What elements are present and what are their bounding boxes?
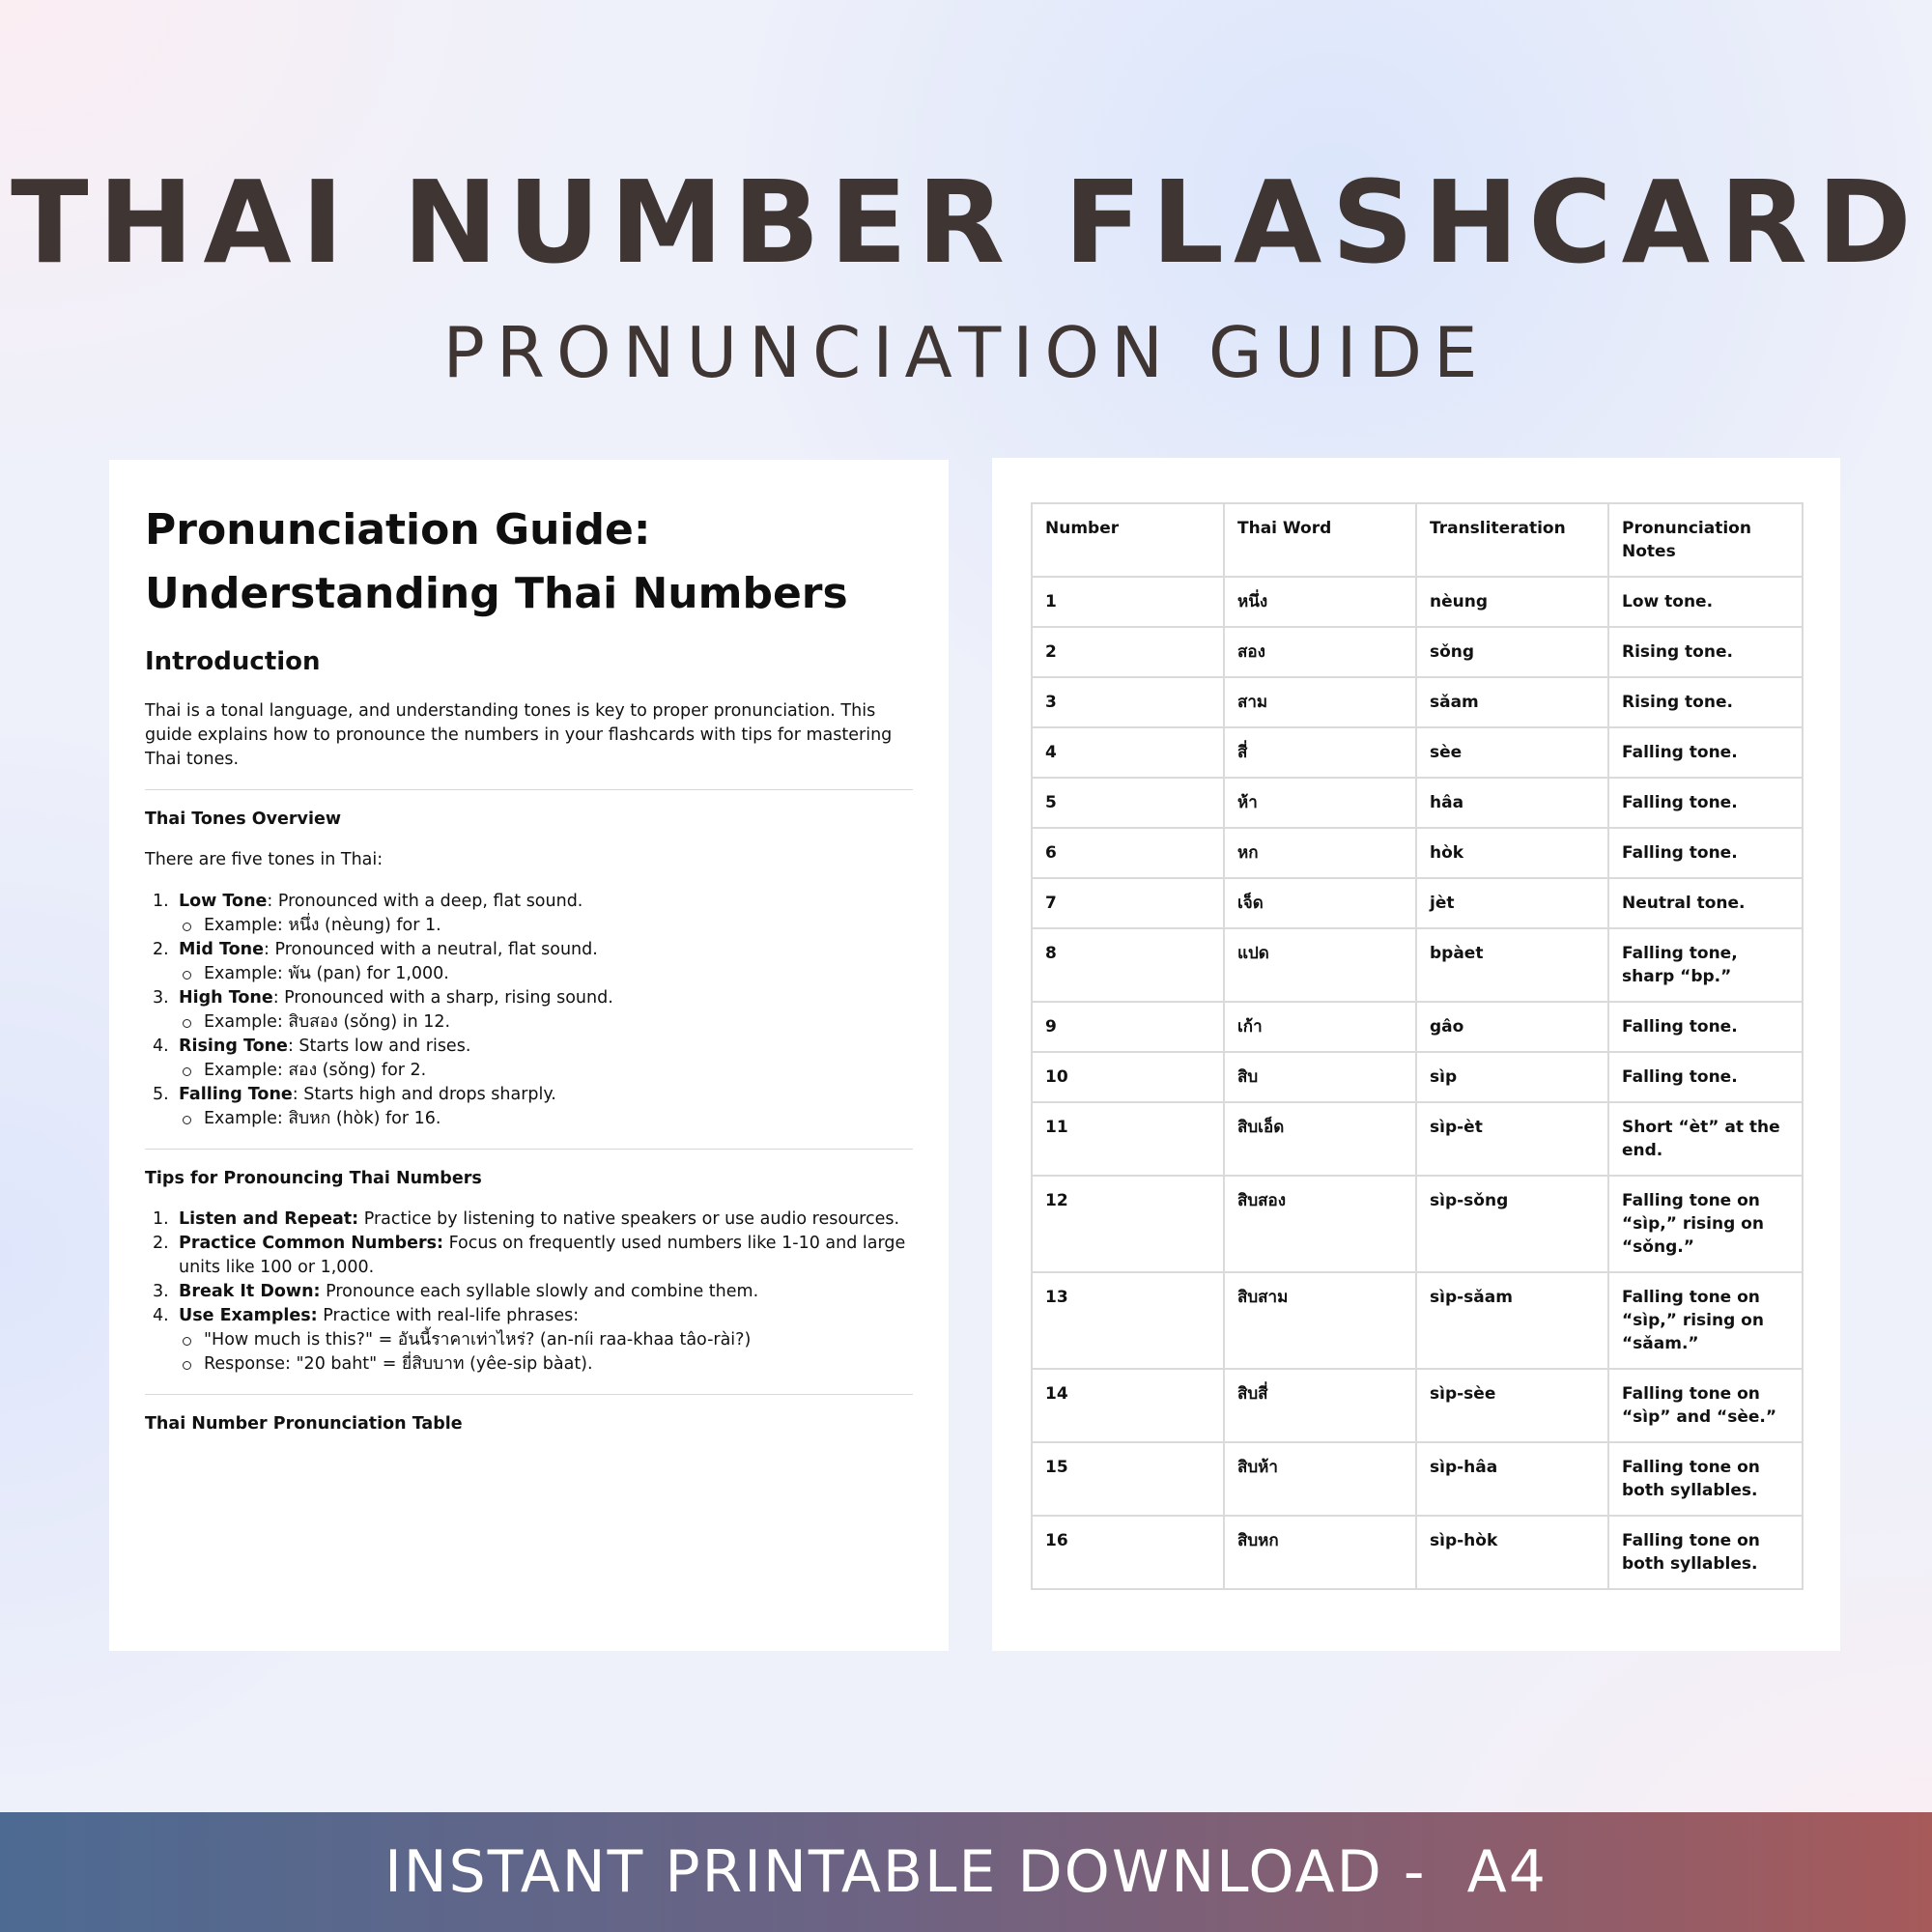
tone-description: : Starts low and rises. [287, 1037, 471, 1056]
cell-transliteration: sǒng [1416, 627, 1608, 677]
tones-intro-text: There are five tones in Thai: [145, 850, 384, 869]
tips-heading: Tips for Pronouncing Thai Numbers [145, 1169, 482, 1188]
cell-transliteration: bpàet [1416, 928, 1608, 1002]
table-row [1032, 878, 1803, 928]
tip-list-item [145, 1208, 913, 1232]
cell-number: 8 [1032, 928, 1224, 1002]
tone-description: : Pronounced with a deep, flat sound. [267, 892, 583, 911]
cell-thai-word: สิบ [1224, 1052, 1416, 1102]
cell-number: 1 [1032, 577, 1224, 627]
left-document-page [109, 460, 949, 1651]
list-number: 1. [153, 892, 169, 911]
table-row [1032, 828, 1803, 878]
cell-transliteration: hâa [1416, 778, 1608, 828]
column-header-number: Number [1032, 503, 1224, 577]
cell-transliteration: hòk [1416, 828, 1608, 878]
document-title [145, 498, 913, 626]
cell-transliteration: nèung [1416, 577, 1608, 627]
tone-example-list [179, 1010, 913, 1035]
cell-pronunciation-notes: Falling tone on “sìp” and “sèe.” [1608, 1369, 1803, 1442]
cell-number: 15 [1032, 1442, 1224, 1516]
cell-number: 16 [1032, 1516, 1224, 1589]
list-number: 2. [153, 1234, 169, 1253]
cell-transliteration: sìp-sǒng [1416, 1176, 1608, 1272]
table-row [1032, 1002, 1803, 1052]
cell-thai-word: สิบเอ็ด [1224, 1102, 1416, 1176]
tone-example-list [179, 1107, 913, 1131]
cell-transliteration: gâo [1416, 1002, 1608, 1052]
tone-list-item [145, 986, 913, 1035]
cell-pronunciation-notes: Neutral tone. [1608, 878, 1803, 928]
cell-transliteration: sìp-hòk [1416, 1516, 1608, 1589]
tone-name: High Tone [179, 988, 273, 1008]
cell-number: 10 [1032, 1052, 1224, 1102]
tip-name: Use Examples: [179, 1306, 318, 1325]
cell-number: 13 [1032, 1272, 1224, 1369]
cell-number: 6 [1032, 828, 1224, 878]
cell-thai-word: สาม [1224, 677, 1416, 727]
cell-transliteration: sìp-sǎam [1416, 1272, 1608, 1369]
cell-pronunciation-notes: Falling tone on “sìp,” rising on “sǒng.” [1608, 1176, 1803, 1272]
cell-number: 12 [1032, 1176, 1224, 1272]
cell-pronunciation-notes: Low tone. [1608, 577, 1803, 627]
list-number: 4. [153, 1306, 169, 1325]
cell-number: 5 [1032, 778, 1224, 828]
divider [145, 789, 913, 790]
tip-example-list [179, 1328, 913, 1377]
cell-thai-word: สิบสอง [1224, 1176, 1416, 1272]
cell-transliteration: sìp-sèe [1416, 1369, 1608, 1442]
tip-list-item [145, 1304, 913, 1377]
tone-name: Falling Tone [179, 1085, 293, 1104]
cell-number: 14 [1032, 1369, 1224, 1442]
table-row [1032, 1369, 1803, 1442]
cell-pronunciation-notes: Falling tone. [1608, 828, 1803, 878]
tone-example: Example: สิบหก (hòk) for 16. [179, 1107, 913, 1131]
tone-example-list [179, 962, 913, 986]
table-row [1032, 627, 1803, 677]
cell-pronunciation-notes: Falling tone. [1608, 778, 1803, 828]
list-number: 3. [153, 1282, 169, 1301]
tip-description: Practice by listening to native speakers or use audio resources. [358, 1209, 900, 1229]
cell-pronunciation-notes: Falling tone on both syllables. [1608, 1442, 1803, 1516]
list-number: 4. [153, 1037, 169, 1056]
cell-number: 3 [1032, 677, 1224, 727]
divider [145, 1394, 913, 1395]
document-title-line-2: Understanding Thai Numbers [145, 569, 848, 618]
cell-number: 9 [1032, 1002, 1224, 1052]
right-document-page [992, 458, 1840, 1651]
cell-transliteration: sèe [1416, 727, 1608, 778]
download-banner [0, 1812, 1932, 1932]
tone-list-item [145, 1083, 913, 1131]
cell-thai-word: สิบสาม [1224, 1272, 1416, 1369]
list-number: 5. [153, 1085, 169, 1104]
tip-name: Listen and Repeat: [179, 1209, 359, 1229]
table-row [1032, 727, 1803, 778]
tip-list-item [145, 1232, 913, 1280]
cell-thai-word: ห้า [1224, 778, 1416, 828]
table-row [1032, 1052, 1803, 1102]
tone-example: Example: พัน (pan) for 1,000. [179, 962, 913, 986]
list-number: 2. [153, 940, 169, 959]
cell-pronunciation-notes: Falling tone. [1608, 1052, 1803, 1102]
tone-list-item [145, 1035, 913, 1083]
tip-list-item [145, 1280, 913, 1304]
cell-thai-word: เจ็ด [1224, 878, 1416, 928]
tip-name: Practice Common Numbers: [179, 1234, 444, 1253]
table-row [1032, 1442, 1803, 1516]
cell-thai-word: หนึ่ง [1224, 577, 1416, 627]
cell-number: 4 [1032, 727, 1224, 778]
tone-name: Mid Tone [179, 940, 264, 959]
cell-transliteration: sìp-hâa [1416, 1442, 1608, 1516]
download-banner-text: INSTANT PRINTABLE DOWNLOAD - A4 [384, 1838, 1548, 1906]
cell-transliteration: sìp-èt [1416, 1102, 1608, 1176]
tip-description: Practice with real-life phrases: [317, 1306, 580, 1325]
tone-example: Example: สิบสอง (sǒng) in 12. [179, 1010, 913, 1035]
cell-pronunciation-notes: Rising tone. [1608, 627, 1803, 677]
introduction-heading: Introduction [145, 647, 321, 676]
document-title-line-1: Pronunciation Guide: [145, 505, 651, 554]
list-number: 1. [153, 1209, 169, 1229]
tip-description: Pronounce each syllable slowly and combine them. [320, 1282, 759, 1301]
main-title: THAI NUMBER FLASHCARD [11, 156, 1921, 289]
table-row [1032, 677, 1803, 727]
cell-pronunciation-notes: Falling tone, sharp “bp.” [1608, 928, 1803, 1002]
cell-number: 11 [1032, 1102, 1224, 1176]
cell-transliteration: jèt [1416, 878, 1608, 928]
table-row [1032, 928, 1803, 1002]
cell-number: 7 [1032, 878, 1224, 928]
tone-description: : Pronounced with a neutral, flat sound. [264, 940, 598, 959]
tip-name: Break It Down: [179, 1282, 321, 1301]
subtitle: PRONUNCIATION GUIDE [442, 312, 1490, 393]
table-header-row [1032, 503, 1803, 577]
cell-thai-word: หก [1224, 828, 1416, 878]
tone-example: Example: หนึ่ง (nèung) for 1. [179, 914, 913, 938]
cell-thai-word: สอง [1224, 627, 1416, 677]
tip-example: Response: "20 baht" = ยี่สิบบาท (yêe-sip bàat). [179, 1352, 913, 1377]
tip-example: "How much is this?" = อันนี้ราคาเท่าไหร่? (an-níi raa-khaa tâo-rài?) [179, 1328, 913, 1352]
tone-example-list [179, 1059, 913, 1083]
cell-pronunciation-notes: Rising tone. [1608, 677, 1803, 727]
table-row [1032, 1516, 1803, 1589]
pronunciation-table [1031, 502, 1804, 1590]
tip-description: Focus on frequently used numbers like 1-10 and large units like 100 or 1,000. [179, 1234, 906, 1277]
cell-transliteration: sìp [1416, 1052, 1608, 1102]
tone-name: Low Tone [179, 892, 268, 911]
table-row [1032, 1176, 1803, 1272]
cell-thai-word: เก้า [1224, 1002, 1416, 1052]
tone-list-item [145, 890, 913, 938]
list-number: 3. [153, 988, 169, 1008]
cell-pronunciation-notes: Falling tone. [1608, 1002, 1803, 1052]
column-header-transliteration: Transliteration [1416, 503, 1608, 577]
column-header-thai-word: Thai Word [1224, 503, 1416, 577]
cell-thai-word: แปด [1224, 928, 1416, 1002]
tone-list-item [145, 938, 913, 986]
cell-thai-word: สิบหก [1224, 1516, 1416, 1589]
cell-pronunciation-notes: Short “èt” at the end. [1608, 1102, 1803, 1176]
table-row [1032, 577, 1803, 627]
table-heading: Thai Number Pronunciation Table [145, 1414, 463, 1434]
tips-list [145, 1208, 913, 1377]
table-row [1032, 778, 1803, 828]
cell-transliteration: sǎam [1416, 677, 1608, 727]
table-row [1032, 1102, 1803, 1176]
tone-name: Rising Tone [179, 1037, 288, 1056]
introduction-text: Thai is a tonal language, and understanding tones is key to proper pronunciation. This guide explains how to pronounce the numbers in your flashcards with tips for mastering Thai tones. [145, 701, 893, 769]
tone-example: Example: สอง (sǒng) for 2. [179, 1059, 913, 1083]
tone-example-list [179, 914, 913, 938]
cell-pronunciation-notes: Falling tone. [1608, 727, 1803, 778]
tone-description: : Starts high and drops sharply. [292, 1085, 556, 1104]
divider [145, 1149, 913, 1150]
cell-pronunciation-notes: Falling tone on both syllables. [1608, 1516, 1803, 1589]
column-header-pronunciation-notes: Pronunciation Notes [1608, 503, 1803, 577]
tone-description: : Pronounced with a sharp, rising sound. [272, 988, 613, 1008]
cell-thai-word: สี่ [1224, 727, 1416, 778]
tones-list [145, 890, 913, 1131]
table-row [1032, 1272, 1803, 1369]
cell-number: 2 [1032, 627, 1224, 677]
cell-thai-word: สิบสี่ [1224, 1369, 1416, 1442]
cell-thai-word: สิบห้า [1224, 1442, 1416, 1516]
cell-pronunciation-notes: Falling tone on “sìp,” rising on “sǎam.” [1608, 1272, 1803, 1369]
tones-overview-heading: Thai Tones Overview [145, 810, 341, 829]
